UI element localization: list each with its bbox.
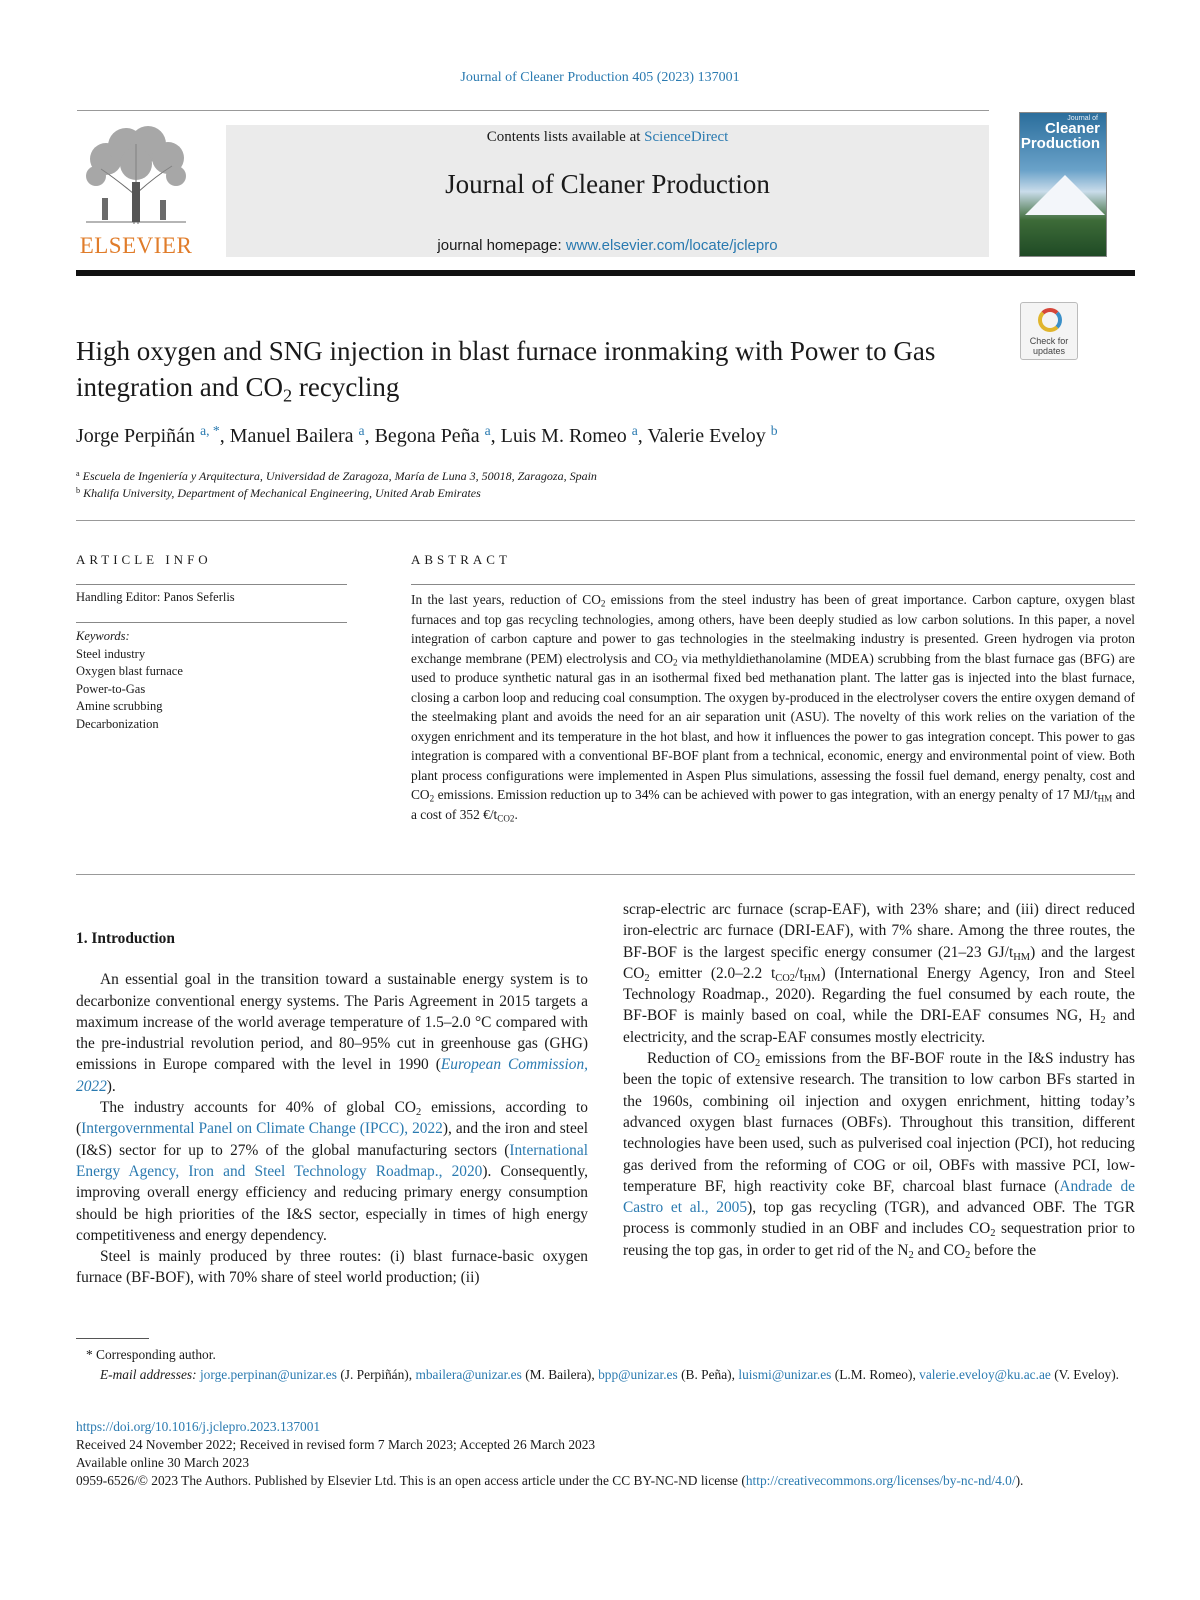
license-link[interactable]: http://creativecommons.org/licenses/by-nc-nd/4.0/ bbox=[745, 1473, 1016, 1488]
check-for-updates-button[interactable] bbox=[1020, 302, 1078, 360]
author-affiliation-mark[interactable]: a bbox=[484, 423, 491, 439]
license-line: 0959-6526/© 2023 The Authors. Published by Elsevier Ltd. This is an open access article under the CC BY-NC-ND license (http://creativecommons.org/licenses/by-nc-nd/4.0/). bbox=[76, 1473, 1024, 1488]
body-paragraph: The industry accounts for 40% of global $CO_2$ emissions, according to (Intergovernmental Panel on Climate Change (IPCC), 2022), and the iron and steel (I&S) sector for up to 27% of the global manufacturing sectors (International Energy Agency, Iron and Steel Technology Roadmap., 2020). Consequently, improving overall energy efficiency and reducing primary energy consumption should be high priorities of the I&S sector, especially in times of high energy competitiveness and energy dependency. bbox=[76, 1099, 589, 1244]
info-divider bbox=[76, 622, 347, 623]
affiliation-mark: a bbox=[76, 468, 80, 478]
keywords-block bbox=[76, 628, 183, 733]
check-updates-line1: Check for bbox=[1029, 336, 1069, 346]
author-name[interactable]: Begona Peña bbox=[374, 425, 480, 447]
check-updates-icon bbox=[1038, 308, 1062, 332]
contents-prefix: Contents lists available at bbox=[486, 129, 641, 145]
keyword-item: Power-to-Gas bbox=[76, 681, 146, 696]
article-title bbox=[76, 333, 1006, 405]
author-affiliation-mark[interactable]: a bbox=[358, 423, 365, 439]
email-link[interactable]: luismi@unizar.es bbox=[738, 1366, 832, 1382]
publisher-name: ELSEVIER bbox=[79, 233, 193, 258]
footnotes bbox=[76, 1345, 1135, 1384]
footnote-divider bbox=[76, 1338, 149, 1339]
email-label: E-mail addresses: bbox=[100, 1366, 197, 1382]
mountain-icon bbox=[1025, 175, 1105, 215]
body-right-column bbox=[623, 899, 1135, 1261]
affiliation-text: Khalifa University, Department of Mechanical Engineering, United Arab Emirates bbox=[83, 486, 481, 500]
journal-title: Journal of Cleaner Production bbox=[445, 169, 770, 199]
check-updates-line2: updates bbox=[1032, 346, 1066, 356]
journal-reference[interactable]: Journal of Cleaner Production 405 (2023) 137001 bbox=[460, 70, 740, 85]
cover-title-line2: Production bbox=[1020, 135, 1100, 152]
article-info-heading: ARTICLE INFO bbox=[76, 552, 212, 567]
doi-link[interactable]: https://doi.org/10.1016/j.jclepro.2023.137001 bbox=[76, 1419, 321, 1434]
handling-editor: Handling Editor: Panos Seferlis bbox=[76, 590, 235, 604]
contents-line bbox=[226, 129, 989, 146]
abstract-text: In the last years, reduction of $CO_2$ emissions from the steel industry has been of great importance. Carbon capture, oxygen blast furnaces and top gas recycling technologies, among others, have been deeply studied as low carbon solutions. In this paper, a novel integration of carbon capture and power to gas technologies in the steelmaking industry is presented. Green hydrogen via proton exchange membrane (PEM) electrolysis and $CO_2$ via methyldiethanolamine (MDEA) scrubbing from the blast furnace gas (BFG) are used to produce synthetic natural gas in an isothermal fixed bed methanation plant. The latter gas is injected into the blast furnace, closing a carbon loop and reducing coal consumption. The oxygen by-produced in the electrolyser covers the entire oxygen demand of the steelmaking plant and avoids the need for an air separation unit (ASU). The novelty of this work relies on the variation of the oxygen enrichment and its temperature in the hot blast, and how it influences the power to gas integration concept. This power to gas integration is compared with a conventional BF-BOF plant from a technical, economic, energy and environmental point of view. Both plant process configurations were implemented in Aspen Plus simulations, assessing the fossil fuel demand, energy penalty, cost and $CO_2$ emissions. Emission reduction up to 34% can be achieved with power to gas integration, with an energy penalty of 17 $MJ/t_{HM}$ and a cost of 352 $€/t_{CO2}$. bbox=[411, 592, 1136, 824]
publication-metadata bbox=[76, 1418, 1135, 1490]
received-dates: Received 24 November 2022; Received in revised form 7 March 2023; Accepted 26 March 2023 bbox=[76, 1437, 596, 1452]
cover-small-text: Journal of bbox=[1067, 115, 1098, 122]
section-heading: 1. Introduction bbox=[76, 930, 175, 947]
section-divider bbox=[76, 520, 1135, 521]
homepage-prefix: journal homepage: bbox=[437, 237, 562, 254]
email-link[interactable]: mbailera@unizar.es bbox=[415, 1366, 522, 1382]
author-affiliation-mark[interactable]: b bbox=[770, 423, 778, 439]
check-updates-label bbox=[1021, 336, 1077, 356]
journal-cover-image[interactable] bbox=[1019, 112, 1107, 257]
affiliations bbox=[76, 468, 1136, 502]
homepage-link[interactable]: www.elsevier.com/locate/jclepro bbox=[565, 237, 778, 254]
email-link[interactable]: jorge.perpinan@unizar.es bbox=[199, 1366, 337, 1382]
body-left-column bbox=[76, 900, 588, 1289]
section-divider bbox=[76, 874, 1135, 875]
header-thick-rule bbox=[76, 270, 1135, 276]
author-name[interactable]: Luis M. Romeo bbox=[500, 425, 627, 447]
keyword-item: Steel industry bbox=[76, 646, 146, 661]
email-addresses: E-mail addresses: jorge.perpinan@unizar.es (J. Perpiñán), mbailera@unizar.es (M. Bailera), bpp@unizar.es (B. Peña), luismi@unizar.es (L.M. Romeo), valerie.eveloy@ku.ac.ae (V. Eveloy). bbox=[100, 1366, 1120, 1382]
citation-link[interactable]: European Commission, 2022 bbox=[76, 1056, 588, 1095]
keyword-item: Oxygen blast furnace bbox=[76, 664, 183, 678]
cover-title-line1: Cleaner bbox=[1044, 120, 1100, 137]
keywords-label: Keywords: bbox=[76, 629, 130, 643]
author-name[interactable]: Jorge Perpiñán bbox=[76, 425, 196, 447]
affiliation-item bbox=[76, 468, 1136, 485]
citation-link[interactable]: Intergovernmental Panel on Climate Change (IPCC), 2022 bbox=[81, 1120, 443, 1138]
author-name[interactable]: Manuel Bailera bbox=[229, 425, 354, 447]
body-paragraph: An essential goal in the transition toward a sustainable energy system is to decarbonize conventional energy systems. The Paris Agreement in 2015 targets a maximum increase of the world average temperature of 1.5–2.0 °C compared with the pre-industrial revolution period, and 80–95% cut in greenhouse gas (GHG) emissions in Europe compared with the level in 1990 (European Commission, 2022). bbox=[76, 971, 588, 1095]
author-affiliation-mark[interactable]: a bbox=[631, 423, 638, 439]
title-text: High oxygen and SNG injection in blast furnace ironmaking with Power to Gas integration and CO bbox=[76, 336, 936, 402]
title-subscript: 2 bbox=[282, 385, 293, 406]
title-text-end: recycling bbox=[292, 372, 400, 402]
elsevier-tree-icon bbox=[76, 124, 196, 229]
body-paragraph: Steel is mainly produced by three routes: (i) blast furnace-basic oxygen furnace (BF-BOF), with 70% share of steel world production; (ii) bbox=[76, 1248, 588, 1287]
info-divider bbox=[76, 584, 347, 585]
affiliation-mark: b bbox=[76, 485, 81, 495]
author-list: Jorge Perpiñán $^{a, *}$, Manuel Bailera $^a$, Begona Peña $^a$, Luis M. Romeo $^a$, Valerie Eveloy $^b$ bbox=[76, 423, 778, 447]
journal-banner bbox=[226, 125, 989, 257]
abstract-divider bbox=[411, 584, 1135, 585]
author-affiliation-mark[interactable]: a, * bbox=[200, 423, 220, 439]
cover-title bbox=[1021, 121, 1100, 151]
sciencedirect-link[interactable]: ScienceDirect bbox=[644, 129, 729, 145]
email-link[interactable]: bpp@unizar.es bbox=[598, 1366, 678, 1382]
citation-link[interactable]: Andrade de Castro et al., 2005 bbox=[623, 1177, 1135, 1217]
affiliation-item bbox=[76, 485, 1136, 502]
corresponding-author-note: * Corresponding author. bbox=[86, 1347, 216, 1362]
abstract-heading: ABSTRACT bbox=[411, 552, 511, 567]
email-link[interactable]: valerie.eveloy@ku.ac.ae bbox=[919, 1366, 1051, 1382]
affiliation-text: Escuela de Ingeniería y Arquitectura, Universidad de Zaragoza, María de Luna 3, 50018, Zaragoza, Spain bbox=[82, 469, 597, 483]
citation-link[interactable]: International Energy Agency, Iron and Steel Technology Roadmap., 2020 bbox=[76, 1141, 588, 1180]
top-divider bbox=[77, 110, 989, 111]
elsevier-logo bbox=[76, 124, 196, 259]
author-name[interactable]: Valerie Eveloy bbox=[647, 425, 766, 447]
homepage-line bbox=[226, 237, 989, 254]
available-online: Available online 30 March 2023 bbox=[76, 1455, 250, 1470]
body-paragraph: scrap-electric arc furnace (scrap-EAF), with 23% share; and (iii) direct reduced iron-electric arc furnace (DRI-EAF), with 7% share. Among the three routes, the BF-BOF is the largest specific energy consumer (21–23 $GJ/t_{HM}$) and the largest $CO_2$ emitter (2.0–2.2 $t_{CO2}/t_{HM}$) (International Energy Agency, Iron and Steel Technology Roadmap., 2020). Regarding the fuel consumed by each route, the BF-BOF is mainly based on coal, while the DRI-EAF consumes NG, $H_2$ and electricity, and the scrap-EAF consumes mostly electricity. bbox=[623, 901, 1135, 1046]
body-paragraph: Reduction of $CO_2$ emissions from the BF-BOF route in the I&S industry has been the topic of extensive research. The transition to low carbon BFs started in the 1960s, combining oil injection and oxygen enrichment, hitting today’s advanced oxygen blast furnaces (OBFs). Throughout this transition, different technologies have been used, such as pulverised coal injection (PCI), hot reducing gas derived from the reforming of COG or oil, OBFs with massive PCI, low-temperature BF, high reactivity coke BF, charcoal blast furnace (Andrade de Castro et al., 2005), top gas recycling (TGR), and advanced OBF. The TGR process is commonly studied in an OBF and includes $CO_2$ sequestration prior to reusing the top gas, in order to get rid of the $N_2$ and $CO_2$ before the bbox=[623, 1050, 1136, 1261]
keyword-item: Decarbonization bbox=[76, 716, 159, 731]
keyword-item: Amine scrubbing bbox=[76, 699, 163, 713]
